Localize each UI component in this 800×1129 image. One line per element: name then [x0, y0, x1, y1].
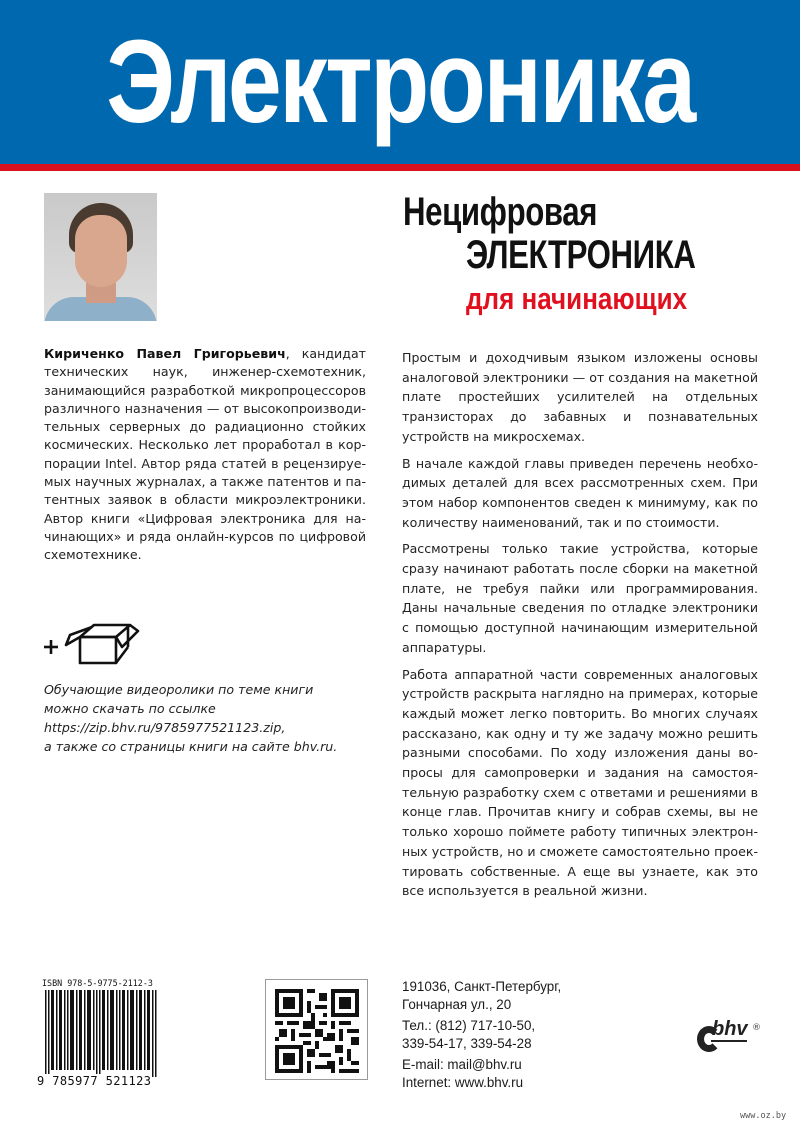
- author-bio: [44, 345, 366, 565]
- author-name: Кириченко Павел Григорьевич: [44, 346, 286, 361]
- bonus-link[interactable]: https://zip.bhv.ru/9785977521123.zip,: [44, 720, 286, 735]
- publisher-contacts: [402, 978, 622, 1091]
- plus-box-icon: [42, 617, 142, 665]
- series-title: Электроника: [106, 16, 694, 148]
- book-title-line2: ЭЛЕКТРОНИКА: [466, 233, 696, 277]
- registered-mark: ®: [752, 1023, 761, 1033]
- photo-face: [75, 215, 127, 287]
- barcode-digits: 9 785977 521123: [37, 1074, 152, 1088]
- description-paragraph: Рассмотрены только такие устройства, которые сразу начинают работать после сборки на макетной плате, не требуя пайки или программирования. Даны начальные сведения по отладке электроники с помощью доступной начинающим измерительной аппаратуры.: [402, 541, 758, 655]
- description-paragraph: Работа аппаратной части современных аналоговых устройств раскрыта наглядно на примерах, которые каждый может легко повторить. Во многих случаях рассказано, как одну и ту же задачу можно решить разными способами. По ходу изложения даны вопросы для самопроверки и задания на самостоятельную разработку схем с ответами и решениями в конце глав. Прочитав книгу и собрав схемы, вы не только хорошо поймете работу типичных электронных устройств, но и сможете самостоятельно проектировать собственные. А еще вы узнаете, как это все используется в реальной жизни.: [402, 666, 758, 899]
- bonus-line: а также со страницы книги на сайте bhv.ru.: [44, 739, 338, 754]
- publisher-address-line2: Гончарная ул., 20: [402, 996, 512, 1012]
- publisher-phone-line1: Тел.: (812) 717-10-50,: [402, 1018, 536, 1033]
- description-paragraph: Простым и доходчивым языком изложены основы аналоговой электроники — от создания на макетной плате простейших усилителей на отдельных транзисторах до забавных и познавательных устройств на микросхемах.: [402, 350, 759, 444]
- watermark: www.oz.by: [740, 1111, 787, 1121]
- publisher-phone-line2: 339-54-17, 339-54-28: [402, 1035, 532, 1051]
- publisher-email[interactable]: E-mail: mail@bhv.ru: [402, 1057, 522, 1072]
- qr-code-icon[interactable]: [265, 979, 368, 1080]
- header-red-stripe: [0, 164, 800, 171]
- publisher-website[interactable]: Internet: www.bhv.ru: [402, 1074, 524, 1090]
- publisher-address-line1: 191036, Санкт-Петербург,: [402, 979, 562, 994]
- isbn-label: ISBN 978-5-9775-2112-3: [42, 978, 153, 988]
- book-description: [402, 348, 758, 908]
- bhv-logo: [695, 1018, 775, 1060]
- barcode-icon: [41, 990, 159, 1077]
- book-title-subtitle: для начинающих: [466, 281, 688, 316]
- bhv-logo-text: bhv: [712, 1018, 748, 1040]
- bonus-materials-text: [44, 680, 374, 756]
- author-bio-text: , кандидат технических наук, инженер-схемотехник, занимающийся разработкой микропроцессоров различного назначения — от высокопроизводительных серверных до радиационно стойких космических. Несколько лет проработал в корпорации Intel. Автор ряда статей в рецензируемых научных журналах, а также патентов и патентных заявок в области микроэлектроники. Автор книги «Цифровая электроника для начинающих» и ряда онлайн-курсов по цифровой схемотехнике.: [44, 346, 366, 563]
- description-paragraph: В начале каждой главы приведен перечень необходимых деталей для всех рассмотренных схем. При этом набор компонентов сведен к минимуму, как по количеству наименований, так и по стоимости.: [402, 455, 758, 530]
- author-photo: [44, 193, 157, 321]
- book-title-line1: Нецифровая: [403, 190, 598, 234]
- bhv-logo-underline: [711, 1040, 747, 1042]
- isbn-barcode-block: [36, 978, 166, 1098]
- bonus-line: Обучающие видеоролики по теме книги: [44, 682, 314, 697]
- bonus-line: можно скачать по ссылке: [44, 701, 216, 716]
